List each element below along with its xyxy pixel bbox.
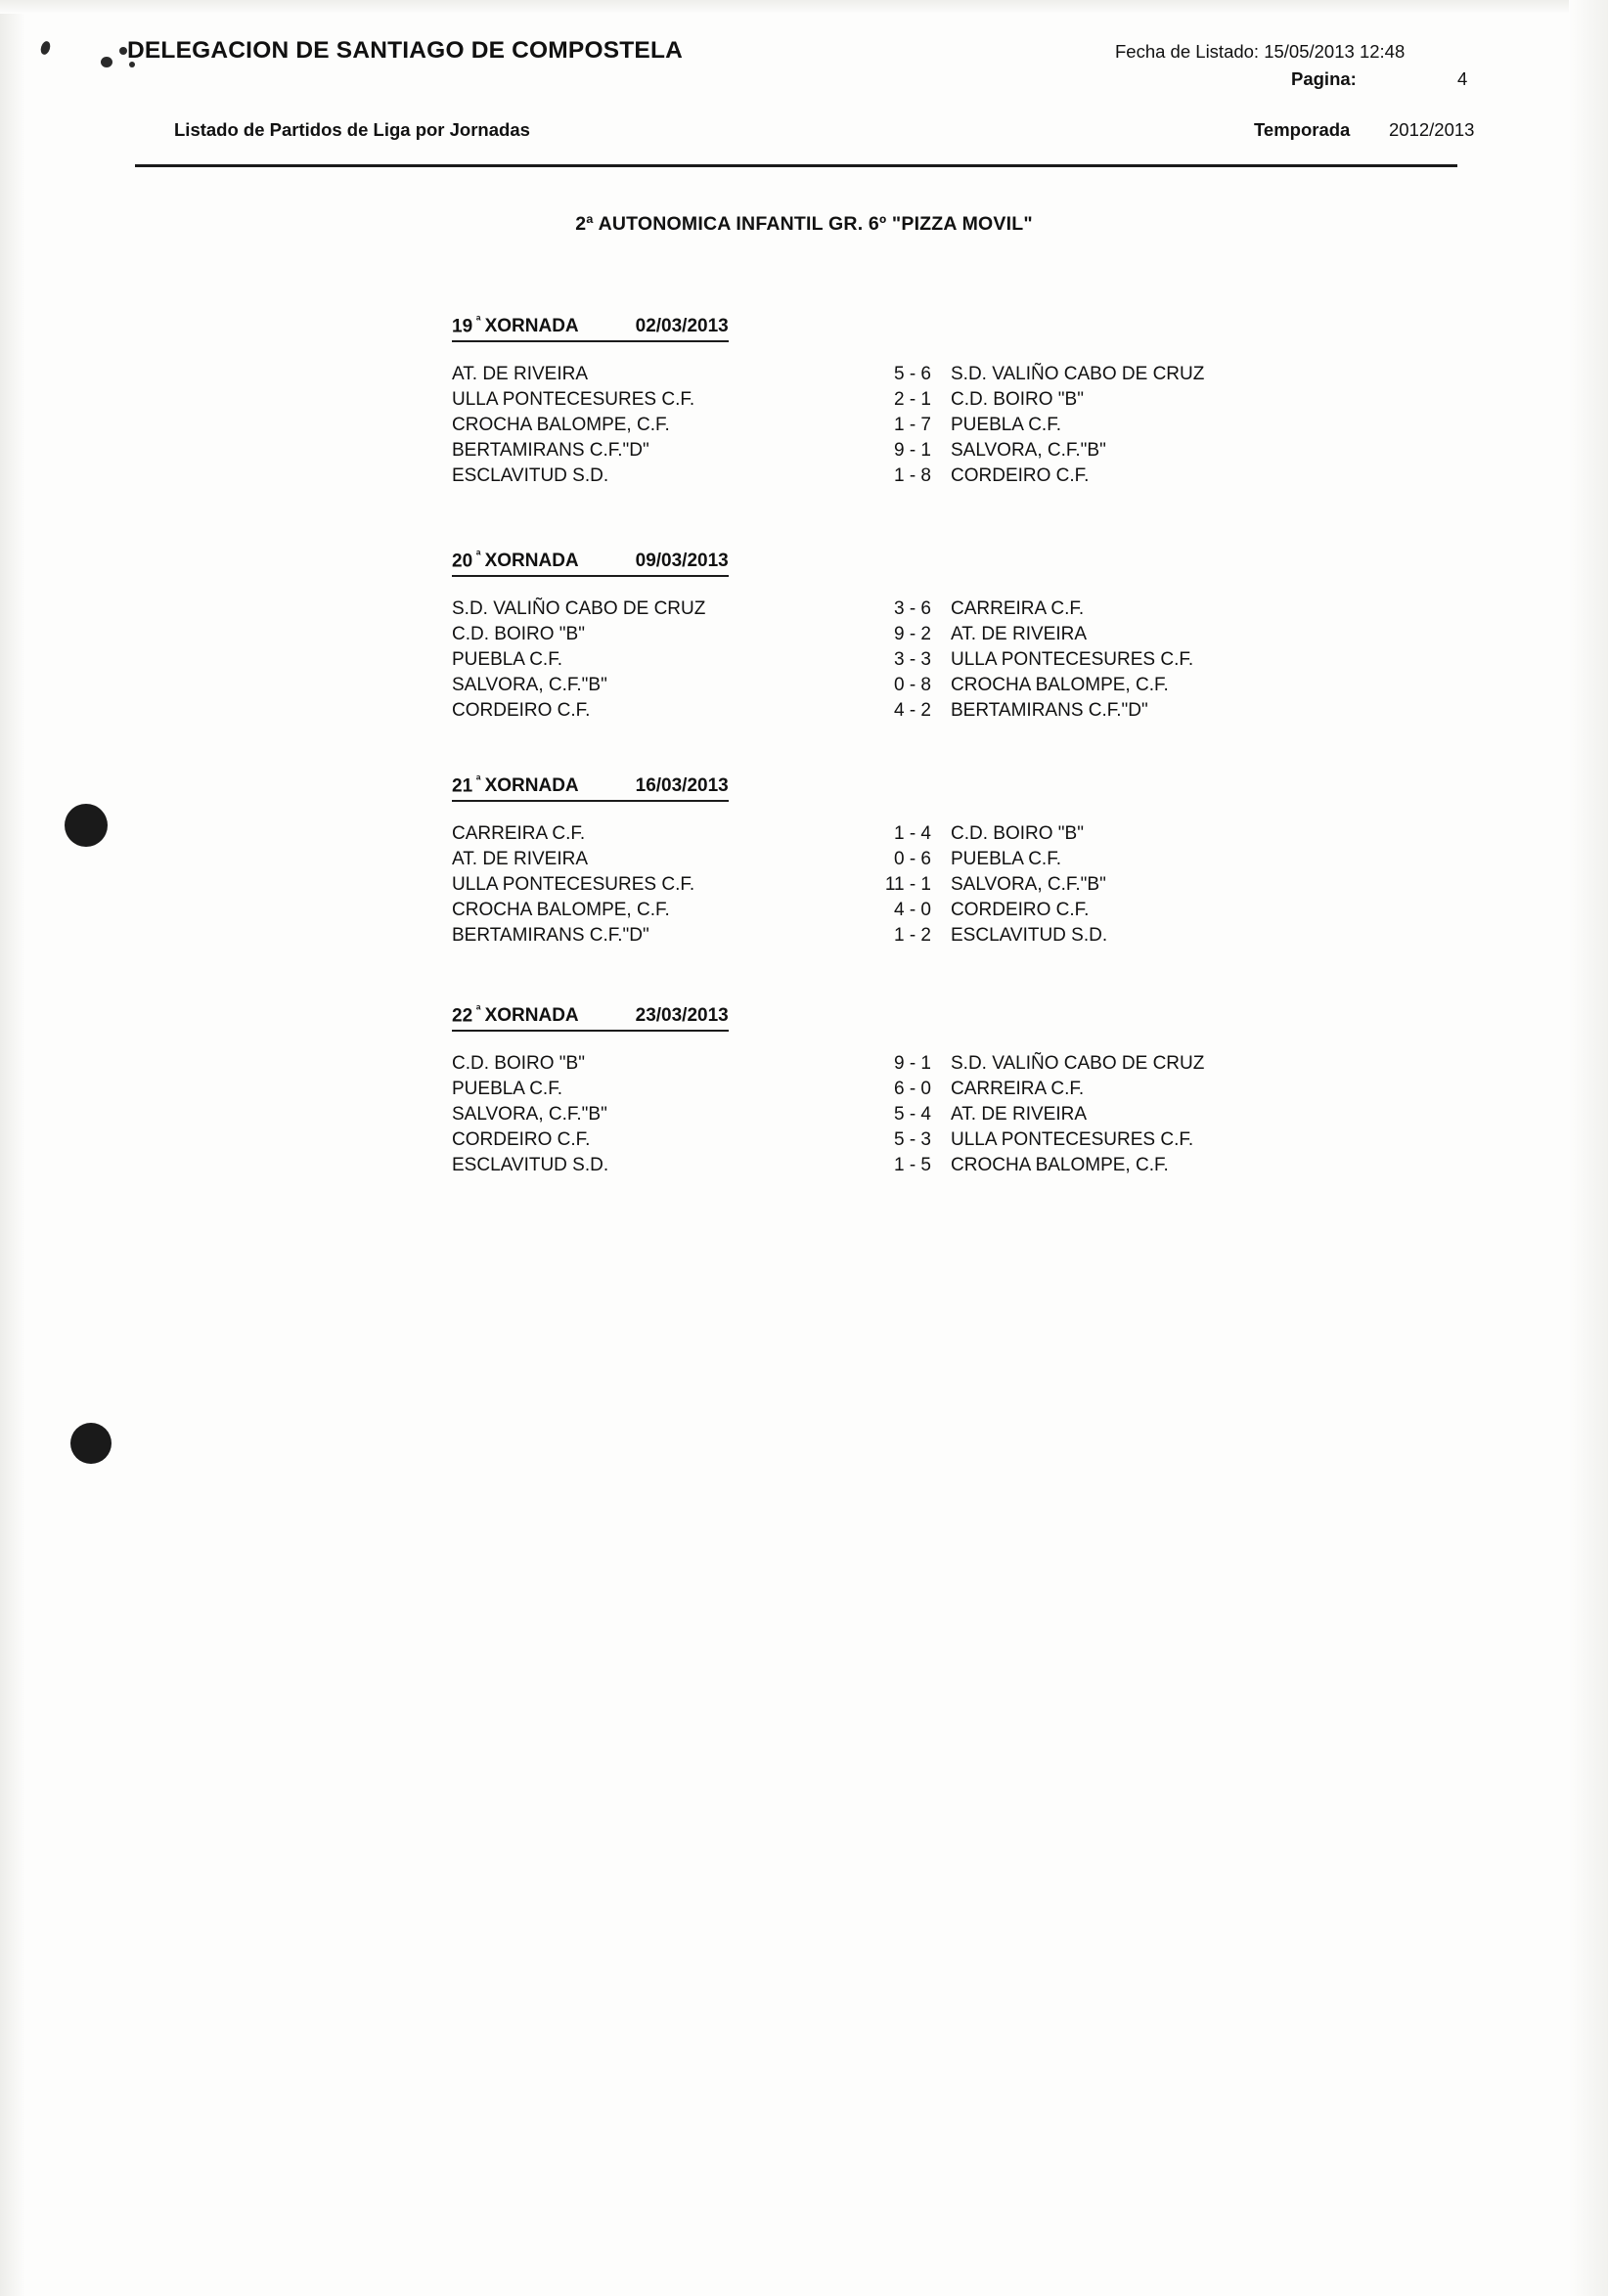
match-row: [0, 440, 1608, 465]
away-team: CORDEIRO C.F.: [951, 900, 1090, 920]
jornada-ordinal: ª: [472, 313, 481, 328]
match-row: [0, 700, 1608, 726]
away-team: S.D. VALIÑO CABO DE CRUZ: [951, 364, 1205, 384]
away-team: CARREIRA C.F.: [951, 1079, 1085, 1099]
match-score: 0 - 8: [893, 675, 931, 695]
jornada-word: XORNADA: [484, 1005, 579, 1027]
scan-speck: [39, 40, 52, 56]
home-team: CORDEIRO C.F.: [452, 700, 591, 721]
home-team: PUEBLA C.F.: [452, 649, 562, 670]
jornada-ordinal: ª: [472, 773, 481, 787]
home-team: C.D. BOIRO "B": [452, 624, 585, 644]
home-team: C.D. BOIRO "B": [452, 1053, 585, 1074]
away-team: AT. DE RIVEIRA: [951, 1104, 1088, 1125]
jornada-heading: [452, 313, 729, 342]
jornada-number: 20: [452, 551, 473, 572]
home-team: CROCHA BALOMPE, C.F.: [452, 900, 670, 920]
home-team: CARREIRA C.F.: [452, 823, 586, 844]
away-team: CROCHA BALOMPE, C.F.: [951, 1155, 1169, 1175]
away-team: S.D. VALIÑO CABO DE CRUZ: [951, 1053, 1205, 1074]
scan-speck: [101, 57, 112, 67]
home-team: ESCLAVITUD S.D.: [452, 1155, 609, 1175]
match-row: [0, 1104, 1608, 1129]
jornada-ordinal: ª: [472, 548, 481, 562]
match-score: 1 - 7: [893, 415, 931, 435]
jornada-word: XORNADA: [484, 316, 579, 337]
jornada-date: 16/03/2013: [635, 775, 729, 797]
season-value: 2012/2013: [1389, 119, 1475, 140]
away-team: ESCLAVITUD S.D.: [951, 925, 1108, 946]
home-team: SALVORA, C.F."B": [452, 1104, 607, 1125]
match-score: 9 - 1: [893, 1053, 931, 1074]
match-score: 2 - 1: [893, 389, 931, 410]
match-score: 5 - 6: [893, 364, 931, 384]
match-score: 1 - 8: [893, 465, 931, 486]
list-date: Fecha de Listado: 15/05/2013 12:48: [1115, 41, 1406, 62]
match-row: [0, 675, 1608, 700]
punch-hole: [70, 1423, 112, 1464]
match-row: [0, 1053, 1608, 1079]
home-team: ESCLAVITUD S.D.: [452, 465, 609, 486]
home-team: CORDEIRO C.F.: [452, 1129, 591, 1150]
match-row: [0, 823, 1608, 849]
jornada-date: 09/03/2013: [635, 551, 729, 572]
document-subtitle: Listado de Partidos de Liga por Jornadas: [174, 119, 530, 140]
home-team: ULLA PONTECESURES C.F.: [452, 874, 695, 895]
jornada-heading: [452, 773, 729, 802]
home-team: AT. DE RIVEIRA: [452, 849, 589, 869]
match-score: 1 - 5: [893, 1155, 931, 1175]
match-row: [0, 364, 1608, 389]
jornada-date: 02/03/2013: [635, 316, 729, 337]
away-team: ULLA PONTECESURES C.F.: [951, 649, 1194, 670]
match-row: [0, 649, 1608, 675]
home-team: S.D. VALIÑO CABO DE CRUZ: [452, 598, 706, 619]
away-team: C.D. BOIRO "B": [951, 823, 1084, 844]
jornada-heading: [452, 1002, 729, 1032]
home-team: BERTAMIRANS C.F."D": [452, 925, 649, 946]
home-team: BERTAMIRANS C.F."D": [452, 440, 649, 461]
scan-edge-top: [0, 0, 1608, 14]
away-team: CORDEIRO C.F.: [951, 465, 1090, 486]
match-row: [0, 389, 1608, 415]
match-score: 11 - 1: [884, 874, 931, 895]
jornada-number: 19: [452, 316, 473, 337]
home-team: ULLA PONTECESURES C.F.: [452, 389, 695, 410]
page-number: 4: [1457, 68, 1468, 89]
jornada-number: 21: [452, 775, 473, 797]
match-row: [0, 900, 1608, 925]
season-label: Temporada: [1254, 119, 1351, 140]
match-row: [0, 465, 1608, 491]
match-row: [0, 1155, 1608, 1180]
jornada-date: 23/03/2013: [635, 1005, 729, 1027]
home-team: CROCHA BALOMPE, C.F.: [452, 415, 670, 435]
match-row: [0, 925, 1608, 950]
jornada-ordinal: ª: [472, 1002, 481, 1017]
jornada-word: XORNADA: [484, 775, 579, 797]
away-team: AT. DE RIVEIRA: [951, 624, 1088, 644]
jornada-number: 22: [452, 1005, 473, 1027]
match-row: [0, 1129, 1608, 1155]
match-score: 1 - 2: [893, 925, 931, 946]
jornada-heading: [452, 548, 729, 577]
match-row: [0, 1079, 1608, 1104]
match-score: 0 - 6: [893, 849, 931, 869]
match-score: 4 - 2: [893, 700, 931, 721]
match-row: [0, 849, 1608, 874]
match-score: 4 - 0: [893, 900, 931, 920]
match-row: [0, 415, 1608, 440]
away-team: SALVORA, C.F."B": [951, 440, 1106, 461]
match-score: 6 - 0: [893, 1079, 931, 1099]
match-row: [0, 624, 1608, 649]
header-divider: [135, 164, 1457, 167]
delegation-title: DELEGACION DE SANTIAGO DE COMPOSTELA: [127, 37, 684, 64]
home-team: SALVORA, C.F."B": [452, 675, 607, 695]
match-score: 9 - 2: [893, 624, 931, 644]
match-score: 3 - 3: [893, 649, 931, 670]
away-team: SALVORA, C.F."B": [951, 874, 1106, 895]
match-score: 5 - 4: [893, 1104, 931, 1125]
match-score: 3 - 6: [893, 598, 931, 619]
match-row: [0, 874, 1608, 900]
away-team: PUEBLA C.F.: [951, 849, 1061, 869]
match-score: 1 - 4: [893, 823, 931, 844]
page-label: Pagina:: [1291, 68, 1357, 89]
home-team: PUEBLA C.F.: [452, 1079, 562, 1099]
competition-group-title: 2ª AUTONOMICA INFANTIL GR. 6º "PIZZA MOVIL": [575, 213, 1033, 235]
scan-speck: [119, 47, 127, 55]
away-team: PUEBLA C.F.: [951, 415, 1061, 435]
match-score: 9 - 1: [893, 440, 931, 461]
away-team: CARREIRA C.F.: [951, 598, 1085, 619]
away-team: C.D. BOIRO "B": [951, 389, 1084, 410]
match-score: 5 - 3: [893, 1129, 931, 1150]
home-team: AT. DE RIVEIRA: [452, 364, 589, 384]
away-team: CROCHA BALOMPE, C.F.: [951, 675, 1169, 695]
away-team: ULLA PONTECESURES C.F.: [951, 1129, 1194, 1150]
match-row: [0, 598, 1608, 624]
away-team: BERTAMIRANS C.F."D": [951, 700, 1148, 721]
jornada-word: XORNADA: [484, 551, 579, 572]
